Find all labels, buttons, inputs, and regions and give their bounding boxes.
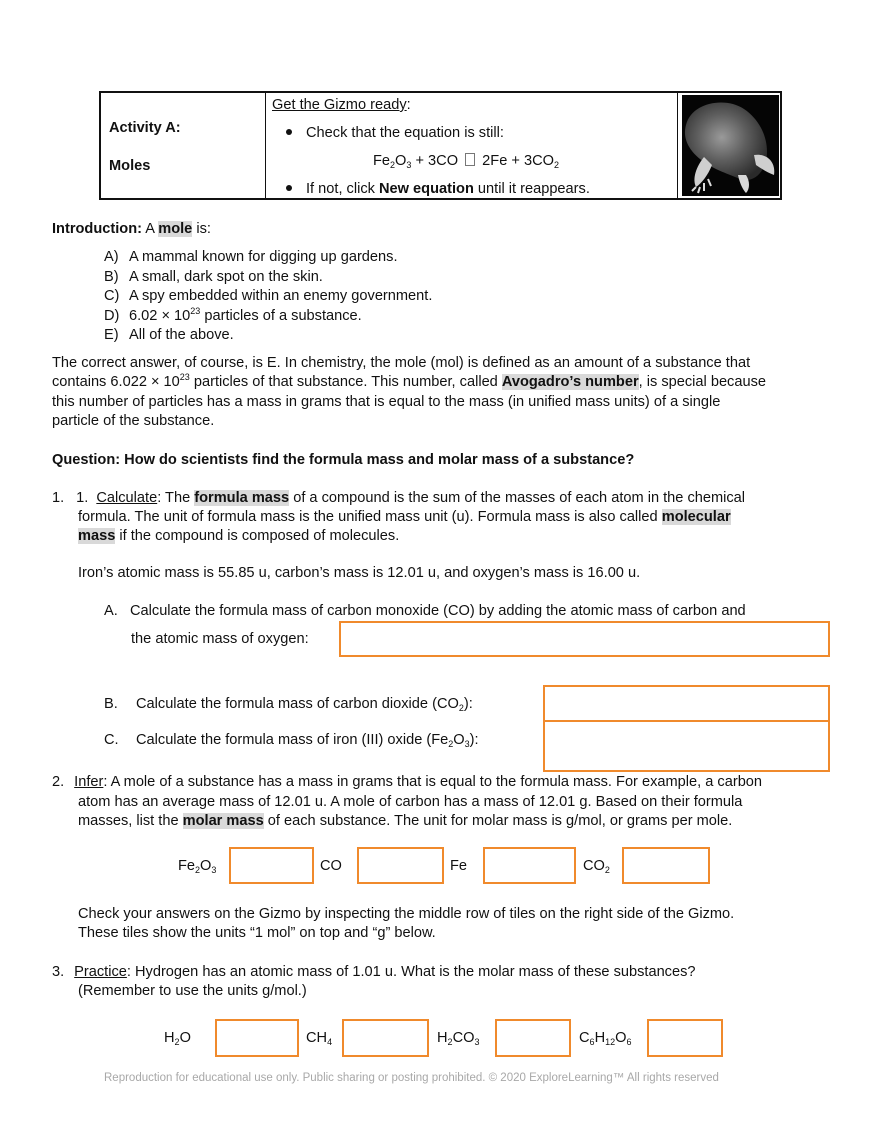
co2-label: $CO_2$ bbox=[583, 858, 610, 875]
molar-mass-highlight: molar mass bbox=[182, 813, 264, 829]
activity-header-table bbox=[99, 91, 782, 200]
c6h12o6-label: $C_6H_{12}O_6$ bbox=[579, 1030, 632, 1047]
q1-line: mass if the compound is composed of molecules. bbox=[78, 528, 400, 544]
part-a-line2: the atomic mass of oxygen: bbox=[131, 631, 309, 647]
explanation-line: The correct answer, of course, is E. In chemistry, the mole (mol) is defined as an amount of a substance that bbox=[52, 355, 751, 371]
avogadro-highlight: Avogadro’s number bbox=[501, 374, 639, 390]
q3-line: (Remember to use the units g/mol.) bbox=[78, 983, 307, 999]
activity-title-cell bbox=[101, 93, 266, 198]
c6h12o6-molar-mass-field[interactable] bbox=[647, 1019, 723, 1057]
explanation-line: this number of particles has a mass in grams that is equal to the mass (in unified mass units) of a single bbox=[52, 394, 721, 410]
part-b-answer-field[interactable] bbox=[543, 685, 830, 722]
new-equation-button-ref: New equation bbox=[379, 181, 474, 197]
co2-molar-mass-field[interactable] bbox=[622, 847, 710, 884]
mole-highlight: mole bbox=[158, 221, 193, 237]
part-a-line1: A. Calculate the formula mass of carbon monoxide (CO) by adding the atomic mass of carbon and bbox=[104, 603, 746, 619]
gizmo-instructions-cell bbox=[266, 93, 678, 198]
fe-label: Fe bbox=[450, 858, 468, 874]
check-answers-line: These tiles show the units “1 mol” on top and “g” below. bbox=[78, 925, 436, 941]
part-c-text: C. Calculate the formula mass of iron (III) oxide $(Fe_2O_3)$: bbox=[104, 732, 479, 749]
explanation-line: contains $6.022 \times 10^{23}$ particles of that substance. This number, called Avogadro’s number, is special because bbox=[52, 372, 767, 390]
part-a-answer-field[interactable] bbox=[339, 621, 830, 657]
q2-line: 2. Infer: A mole of a substance has a mass in grams that is equal to the formula mass. For example, a carbon bbox=[52, 774, 763, 790]
q2-line: atom has an average mass of 12.01 u. A mole of carbon has a mass of 12.01 g. Based on their formula bbox=[78, 794, 743, 810]
molecular-highlight: molecular bbox=[661, 509, 731, 525]
fe2o3-molar-mass-field[interactable] bbox=[229, 847, 314, 884]
h2co3-label: $H_2CO_3$ bbox=[437, 1030, 480, 1047]
q2-line: masses, list the molar mass of each substance. The unit for molar mass is g/mol, or grams per mole. bbox=[78, 813, 733, 829]
explanation-line: particle of the substance. bbox=[52, 413, 215, 429]
option-d: D) $6.02 \times 10^{23}$ particles of a substance. bbox=[104, 306, 362, 324]
bullet-new-equation: If not, click New equation until it reappears. bbox=[286, 180, 590, 199]
activity-label: Activity A: bbox=[109, 120, 181, 136]
reaction-arrow-icon bbox=[465, 153, 475, 166]
h2co3-molar-mass-field[interactable] bbox=[495, 1019, 571, 1057]
q1-line: formula. The unit of formula mass is the unified mass unit (u). Formula mass is also called molecular bbox=[78, 509, 731, 525]
ch4-molar-mass-field[interactable] bbox=[342, 1019, 429, 1057]
option-a: A) A mammal known for digging up gardens. bbox=[104, 249, 398, 265]
activity-name: Moles bbox=[109, 158, 151, 174]
gizmo-ready-heading: Get the Gizmo ready: bbox=[272, 97, 411, 113]
option-b: B) A small, dark spot on the skin. bbox=[104, 269, 323, 285]
atomic-masses-text: Iron’s atomic mass is 55.85 u, carbon’s mass is 12.01 u, and oxygen’s mass is 16.00 u. bbox=[78, 565, 641, 581]
q3-line: 3. Practice: Hydrogen has an atomic mass of 1.01 u. What is the molar mass of these substances? bbox=[52, 964, 696, 980]
bullet-icon bbox=[286, 129, 292, 135]
mass-highlight: mass bbox=[78, 528, 116, 544]
mole-photo-image bbox=[682, 95, 779, 196]
option-e: E) All of the above. bbox=[104, 327, 234, 343]
bullet-check-equation: Check that the equation is still: bbox=[286, 124, 504, 143]
copyright-footer: Reproduction for educational use only. Public sharing or posting prohibited. © 2020 ExploreLearning™ All rights reserved bbox=[104, 1072, 719, 1084]
part-c-answer-field[interactable] bbox=[543, 720, 830, 772]
co-label: CO bbox=[320, 858, 342, 874]
formula-mass-highlight: formula mass bbox=[194, 490, 290, 506]
h2o-label: $H_2O$ bbox=[164, 1030, 191, 1047]
h2o-molar-mass-field[interactable] bbox=[215, 1019, 299, 1057]
fe2o3-label: $Fe_2O_3$ bbox=[178, 858, 217, 875]
equation: $Fe_2O_3 + 3CO$ $2Fe + 3CO_2$ bbox=[373, 153, 559, 170]
check-answers-line: Check your answers on the Gizmo by inspecting the middle row of tiles on the right side of the Gizmo. bbox=[78, 906, 735, 922]
q1-line: 1. 1. Calculate: The formula mass of a compound is the sum of the masses of each atom in the chemical bbox=[52, 490, 746, 506]
ch4-label: $CH_4$ bbox=[306, 1030, 333, 1047]
bullet-icon bbox=[286, 185, 292, 191]
fe-molar-mass-field[interactable] bbox=[483, 847, 576, 884]
part-b-text: B. Calculate the formula mass of carbon dioxide $(CO_2)$: bbox=[104, 696, 473, 713]
co-molar-mass-field[interactable] bbox=[357, 847, 444, 884]
introduction-prompt: Introduction: A mole is: bbox=[52, 221, 211, 237]
mole-image-cell bbox=[679, 93, 780, 198]
option-c: C) A spy embedded within an enemy government. bbox=[104, 288, 433, 304]
guiding-question: Question: How do scientists find the formula mass and molar mass of a substance? bbox=[52, 452, 635, 468]
